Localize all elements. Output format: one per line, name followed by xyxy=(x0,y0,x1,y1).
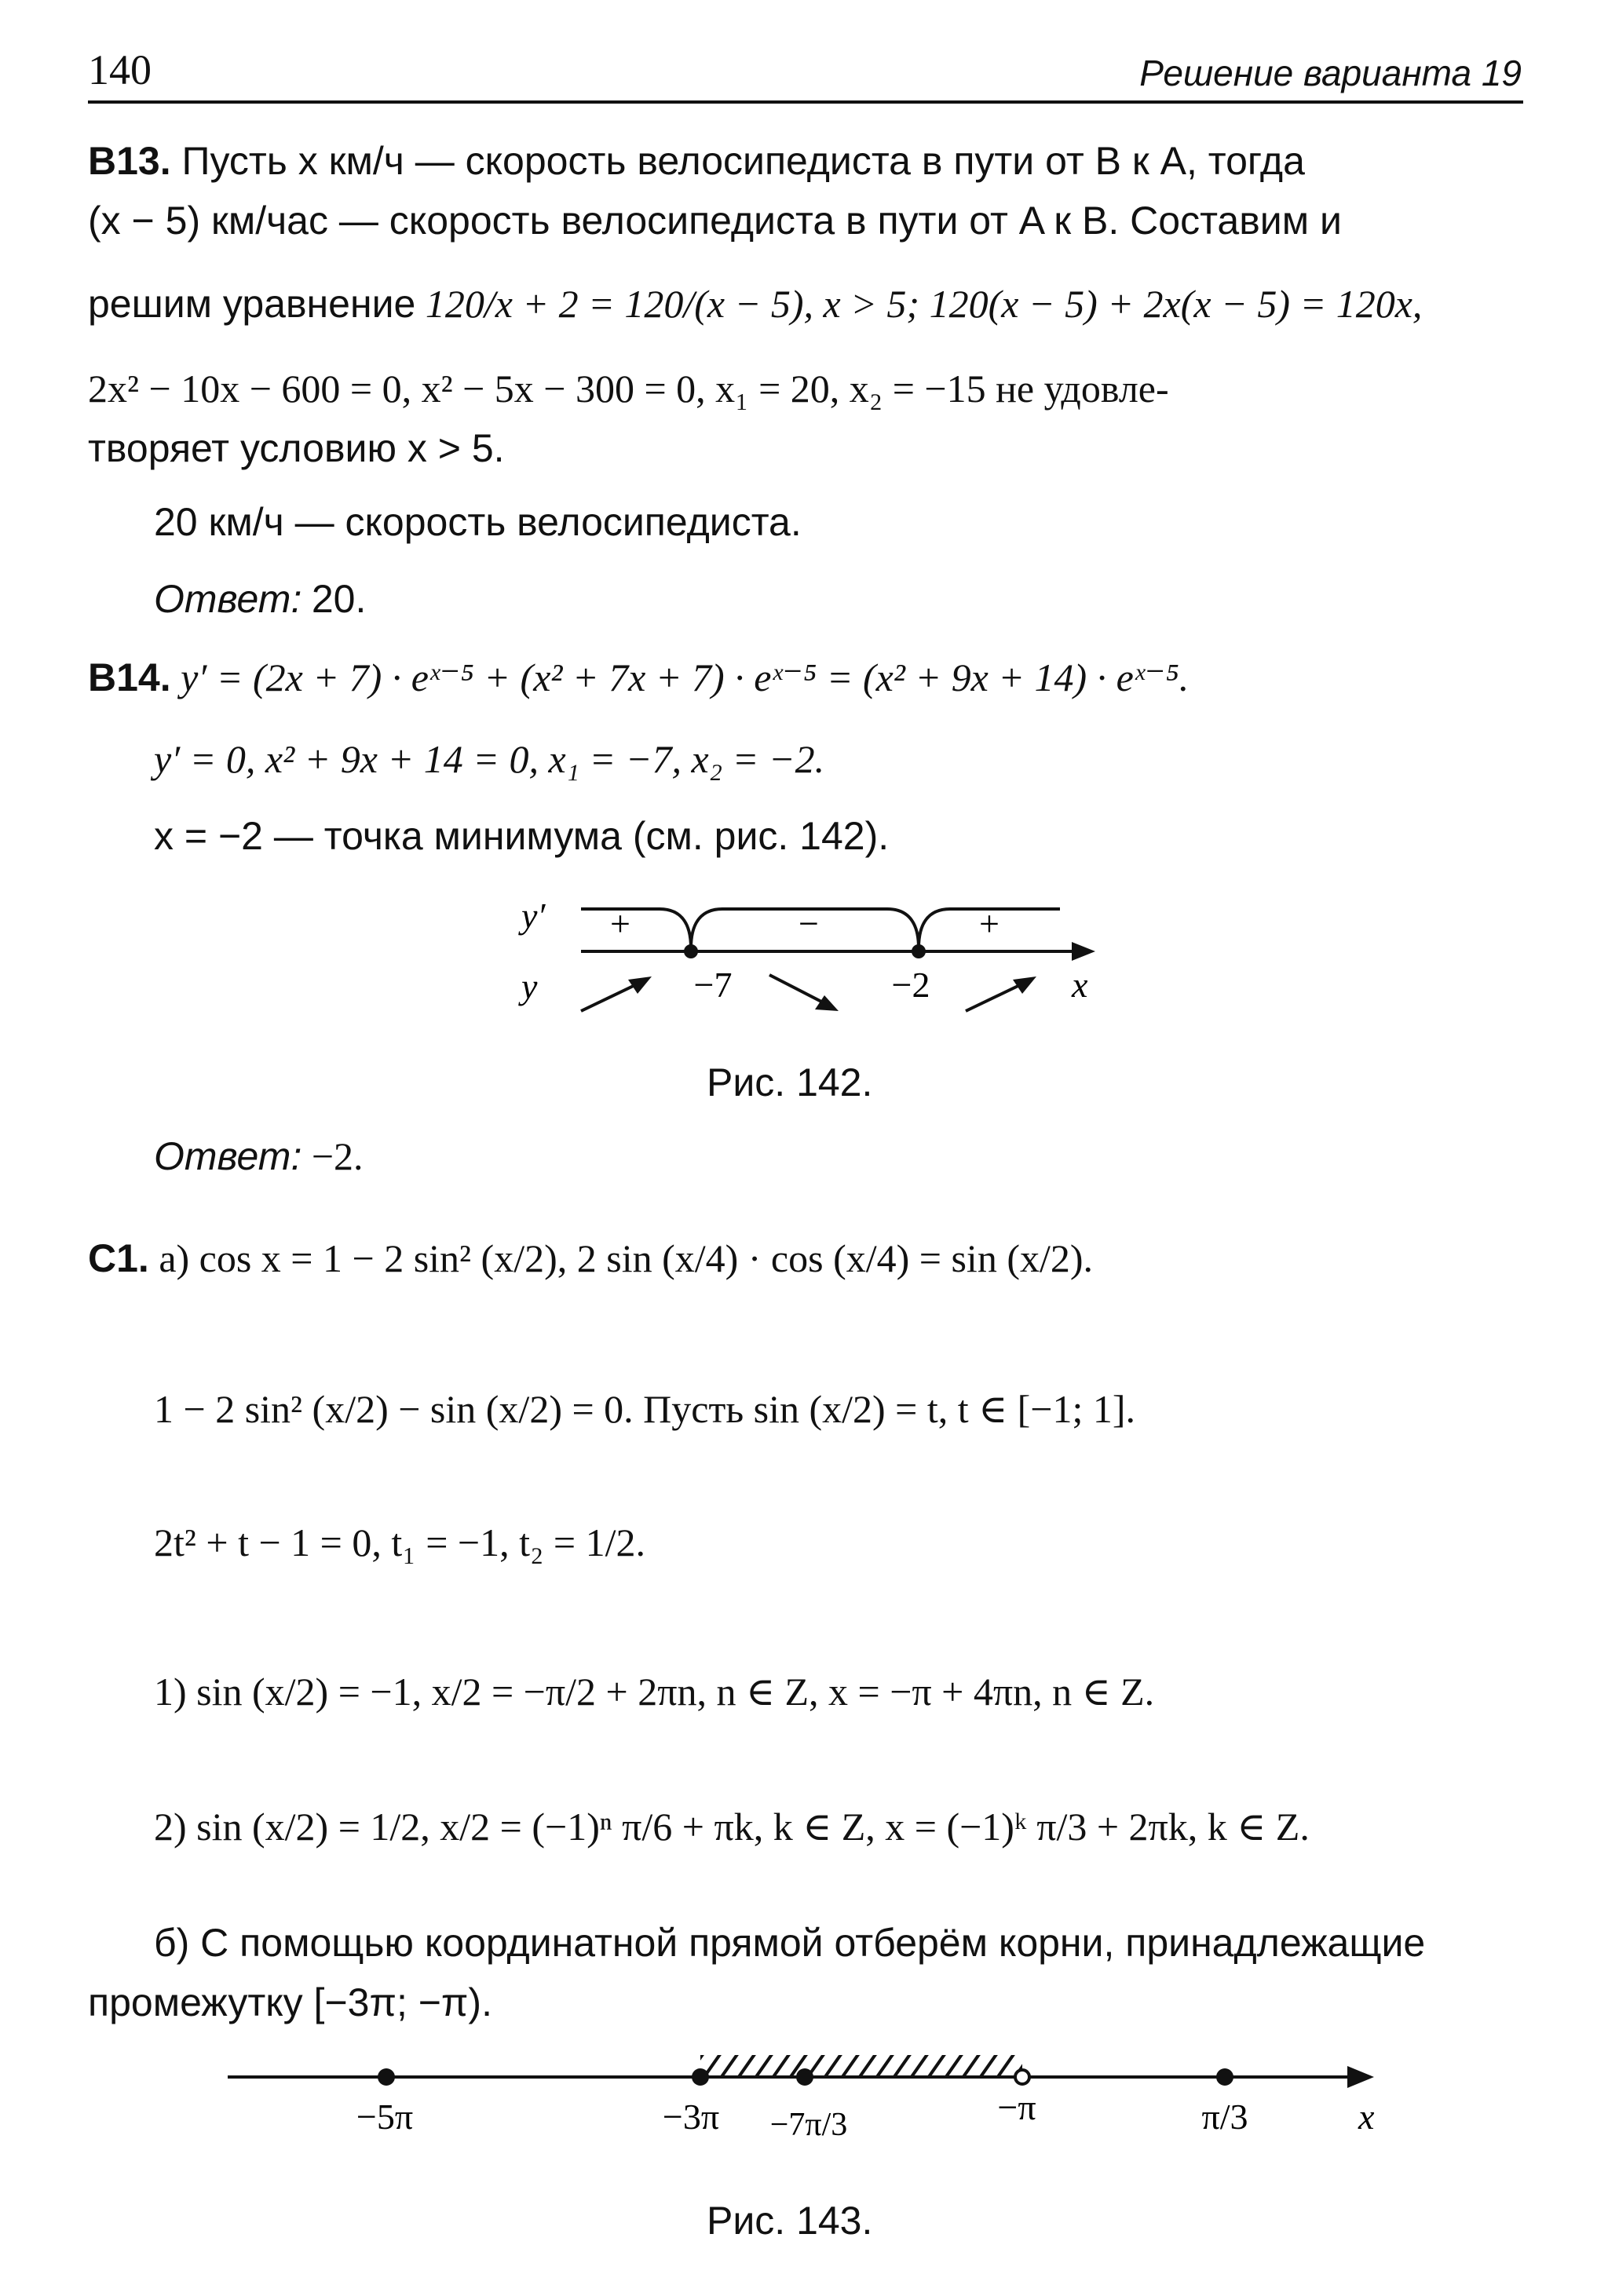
fig142-axis-label: x xyxy=(1072,965,1088,1005)
b14-answer xyxy=(154,1134,364,1178)
fig142-label-yprime: y′ xyxy=(521,896,546,936)
fig143-axis-arrowhead xyxy=(1347,2066,1374,2088)
fig143-point-3 xyxy=(796,2068,813,2086)
b14-derivative: y′ = (2x + 7) · eˣ⁻⁵ + (x² + 7x + 7) · eˣ⁻⁵ = (x² + 9x + 14) · eˣ⁻⁵. xyxy=(181,655,1190,699)
fig142-arrowhead-2 xyxy=(815,995,839,1011)
fig142-arrow-down xyxy=(769,975,824,1003)
fig142-sign-3: + xyxy=(979,903,1000,944)
fig142-sign-1: + xyxy=(610,903,630,944)
c1-eq-1: 1 − 2 sin² (x/2) − sin (x/2) = 0. Пусть sin (x/2) = t, t ∈ [−1; 1]. xyxy=(154,1387,1136,1431)
fig143-point-5 xyxy=(1216,2068,1233,2086)
c1-line-1 xyxy=(88,1236,1094,1280)
fig143-label-1: −5π xyxy=(356,2097,414,2137)
fig142-point-label-2: −2 xyxy=(891,965,930,1005)
fig143-label-3: −7π/3 xyxy=(769,2107,848,2143)
b13-line-1-text: Пусть x км/ч — скорость велосипедиста в пути от B к A, тогда xyxy=(181,139,1305,183)
b14-line-2: y′ = 0, x² + 9x + 14 = 0, x₁ = −7, x₂ = −2. xyxy=(154,737,825,781)
b14-label: B14. xyxy=(88,655,171,699)
b13-line-1 xyxy=(88,141,1305,181)
fig143-hatched-interval xyxy=(700,2055,1022,2075)
fig142-arrow-up-right xyxy=(966,983,1025,1011)
fig143-caption: Рис. 143. xyxy=(707,2199,873,2243)
fig142-point-1 xyxy=(684,944,698,958)
b13-line-2: (x − 5) км/час — скорость велосипедиста в пути от A к B. Составим и xyxy=(88,199,1342,243)
c1-part-b-line-2: промежутку [−3π; −π). xyxy=(88,1980,492,2024)
figure-142 xyxy=(502,879,1131,1044)
b14-line-1 xyxy=(88,655,1190,699)
b14-line-3: x = −2 — точка минимума (см. рис. 142). xyxy=(154,814,890,858)
fig143-label-4: −π xyxy=(997,2087,1036,2127)
fig142-arrow-up-left xyxy=(581,983,640,1011)
running-title: Решение варианта 19 xyxy=(1139,53,1522,93)
b13-answer-value: 20. xyxy=(311,577,367,621)
b13-line-6: 20 км/ч — скорость велосипедиста. xyxy=(154,500,802,544)
fig143-label-5: π/3 xyxy=(1201,2097,1248,2137)
b13-line-4: 2x² − 10x − 600 = 0, x² − 5x − 300 = 0, x₁ = 20, x₂ = −15 не удовле- xyxy=(88,367,1169,411)
fig142-point-2 xyxy=(912,944,926,958)
c1-eq-4: 2) sin (x/2) = 1/2, x/2 = (−1)ⁿ π/6 + πk, k ∈ Z, x = (−1)ᵏ π/3 + 2πk, k ∈ Z. xyxy=(154,1805,1310,1849)
fig142-caption: Рис. 142. xyxy=(707,1060,873,1104)
b14-answer-value: −2. xyxy=(311,1134,364,1178)
page-number: 140 xyxy=(88,46,152,93)
b14-answer-label: Ответ: xyxy=(154,1134,302,1178)
b13-line-3 xyxy=(88,282,1423,326)
fig143-point-4-open xyxy=(1015,2070,1029,2084)
b13-line-3-text: решим уравнение xyxy=(88,282,416,326)
fig142-label-y: y xyxy=(521,966,538,1006)
c1-part-a: а) cos x = 1 − 2 sin² (x/2), 2 sin (x/4) · cos (x/4) = sin (x/2). xyxy=(159,1236,1094,1280)
header-rule xyxy=(88,100,1523,104)
fig143-point-2 xyxy=(692,2068,709,2086)
fig142-sign-2: − xyxy=(799,903,819,944)
fig142-point-label-1: −7 xyxy=(693,965,733,1005)
c1-label: C1. xyxy=(88,1236,149,1280)
c1-part-b-line-1: б) С помощью координатной прямой отберём корни, принадлежащие xyxy=(154,1921,1426,1965)
figure-143 xyxy=(220,2041,1413,2166)
fig143-point-1 xyxy=(378,2068,395,2086)
c1-eq-2: 2t² + t − 1 = 0, t₁ = −1, t₂ = 1/2. xyxy=(154,1520,646,1564)
fig143-label-2: −3π xyxy=(662,2097,720,2137)
fig142-axis-arrowhead xyxy=(1072,942,1095,961)
b13-label: B13. xyxy=(88,139,171,183)
c1-eq-3: 1) sin (x/2) = −1, x/2 = −π/2 + 2πn, n ∈ Z, x = −π + 4πn, n ∈ Z. xyxy=(154,1670,1155,1714)
b13-line-5: творяет условию x > 5. xyxy=(88,426,505,470)
fig143-axis-label: x xyxy=(1358,2097,1375,2137)
b13-answer xyxy=(154,579,366,619)
b13-answer-label: Ответ: xyxy=(154,577,302,621)
b13-equation: 120/x + 2 = 120/(x − 5), x > 5; 120(x − 5) + 2x(x − 5) = 120x, xyxy=(425,282,1423,326)
